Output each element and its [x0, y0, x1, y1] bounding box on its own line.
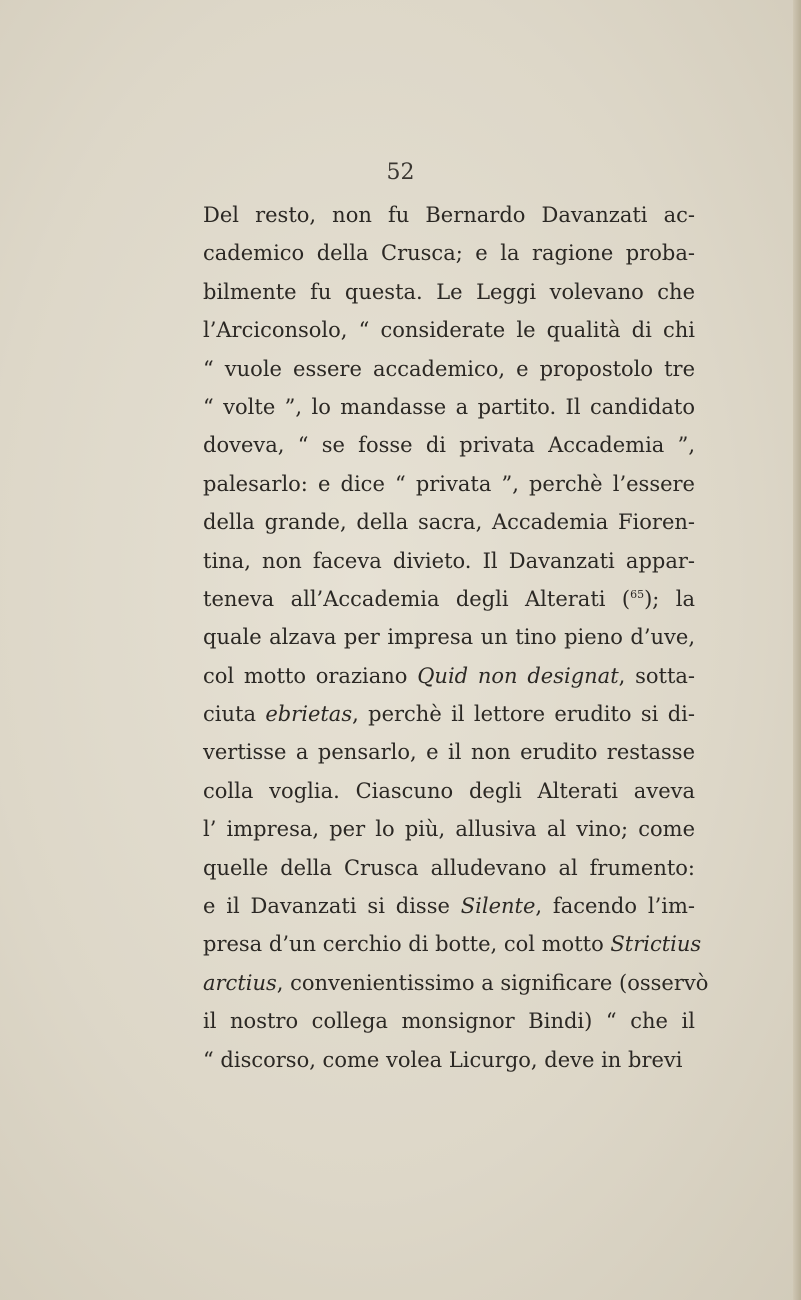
- text-line: [203, 426, 695, 464]
- text-line: [203, 1041, 695, 1079]
- text-run: l’ impresa, per lo più, allusiva al vino; come: [203, 817, 695, 842]
- text-line: [203, 388, 695, 426]
- text-run: doveva, “ se fosse di privata Accademia ”,: [203, 433, 695, 458]
- text-line: [203, 695, 695, 733]
- text-run: il nostro collega monsignor Bindi) “ che il: [203, 1009, 695, 1034]
- text-run: , sotta-: [618, 663, 696, 688]
- text-run: ciuta: [203, 702, 266, 727]
- text-line: [203, 311, 695, 349]
- body-text: [203, 196, 709, 1079]
- text-line: [203, 465, 695, 503]
- text-line: [203, 849, 695, 887]
- text-run: tina, non faceva divieto. Il Davanzati appar-: [203, 548, 695, 573]
- text-run: colla voglia. Ciascuno degli Alterati aveva: [203, 778, 695, 803]
- italic-text: ebrietas: [265, 702, 353, 727]
- text-run: ); la: [644, 586, 695, 611]
- text-line: [203, 618, 695, 656]
- text-run: quelle della Crusca alludevano al frumento:: [203, 855, 695, 880]
- text-run: della grande, della sacra, Accademia Fioren-: [203, 510, 695, 535]
- text-line: [203, 733, 695, 771]
- text-line: [203, 925, 702, 963]
- page-number: 52: [386, 160, 415, 185]
- text-line: [203, 1002, 695, 1040]
- italic-text: arctius: [203, 970, 277, 995]
- text-run: bilmente fu questa. Le Leggi volevano che: [203, 279, 695, 304]
- italic-text: Quid non designat: [417, 663, 619, 688]
- text-run: vertisse a pensarlo, e il non erudito restasse: [203, 740, 695, 765]
- text-line: [203, 542, 695, 580]
- text-run: Del resto, non fu Bernardo Davanzati ac-: [203, 203, 695, 227]
- page-edge: [793, 0, 801, 1300]
- text-line: [203, 580, 695, 618]
- text-line: [203, 964, 709, 1002]
- italic-text: Silente: [460, 894, 536, 919]
- text-run: “ vuole essere accademico, e propostolo tre: [203, 356, 695, 381]
- text-run: col motto oraziano: [203, 663, 418, 688]
- text-run: palesarlo: e dice “ privata ”, perchè l’essere: [203, 471, 695, 496]
- text-line: [203, 810, 695, 848]
- text-run: quale alzava per impresa un tino pieno d’uve,: [203, 625, 695, 650]
- text-run: “ volte ”, lo mandasse a partito. Il candidato: [203, 394, 695, 419]
- footnote-ref: 65: [630, 587, 645, 601]
- text-line: [203, 196, 695, 234]
- text-line: [203, 772, 695, 810]
- text-run: teneva all’Accademia degli Alterati (: [203, 586, 631, 611]
- text-run: cademico della Crusca; e la ragione proba-: [203, 241, 695, 266]
- text-run: e il Davanzati si disse: [203, 894, 461, 919]
- italic-text: Strictius: [610, 932, 702, 957]
- text-line: [203, 887, 695, 925]
- text-line: [203, 234, 695, 272]
- text-run: , convenientissimo a significare (osservò: [276, 970, 709, 995]
- text-line: [203, 503, 695, 541]
- text-run: , facendo l’im-: [535, 894, 695, 919]
- text-line: [203, 657, 695, 695]
- text-run: “ discorso, come volea Licurgo, deve in brevi: [203, 1047, 683, 1072]
- text-line: [203, 350, 695, 388]
- text-run: presa d’un cerchio di botte, col motto: [203, 932, 611, 957]
- text-line: [203, 273, 695, 311]
- text-run: l’Arciconsolo, “ considerate le qualità di chi: [203, 318, 695, 343]
- text-run: , perchè il lettore erudito si di-: [352, 702, 695, 727]
